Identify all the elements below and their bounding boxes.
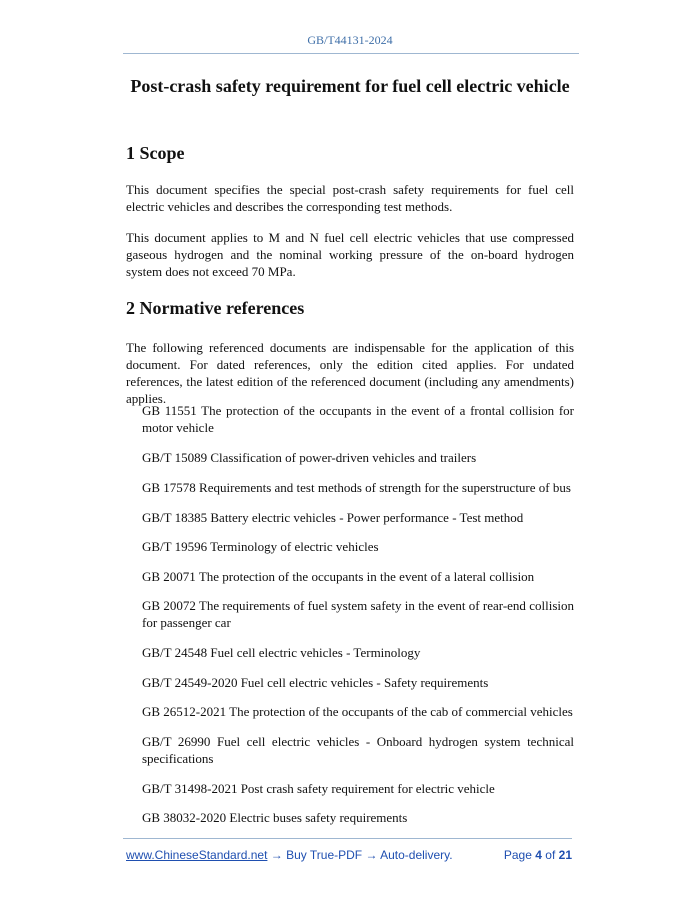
header-divider [123, 53, 579, 54]
page-of-label: of [545, 848, 556, 862]
purchase-promo-text: → Buy True-PDF → Auto-delivery. [267, 848, 453, 862]
page-footer [126, 848, 572, 862]
document-number-header: GB/T44131-2024 [307, 33, 393, 47]
scope-paragraph-2: This document applies to M and N fuel cell electric vehicles that use compressed gaseous hydrogen and the nominal working pressure of the on-board hydrogen system does not exceed 70 MPa. [126, 230, 574, 279]
reference-item: GB/T 31498-2021 Post crash safety requirement for electric vehicle [142, 781, 495, 796]
page-indicator [504, 848, 572, 862]
page-label: Page [503, 848, 532, 862]
website-link[interactable]: www.ChineseStandard.net [126, 848, 268, 862]
section-heading-scope: 1 Scope [126, 143, 185, 163]
reference-item: GB 38032-2020 Electric buses safety requirements [142, 810, 408, 825]
reference-item: GB/T 19596 Terminology of electric vehicles [142, 539, 379, 554]
section-heading-normative-references: 2 Normative references [126, 298, 305, 318]
scope-paragraph-1: This document specifies the special post-crash safety requirements for fuel cell electric vehicles and describes the corresponding test methods. [126, 182, 574, 214]
references-intro-paragraph: The following referenced documents are indispensable for the application of this document. For dated references, only the edition cited applies. For undated references, the latest edition of the referenced document (including any amendments) applies. [126, 340, 574, 406]
reference-item: GB/T 26990 Fuel cell electric vehicles - Onboard hydrogen system technical specifications [142, 734, 574, 766]
reference-item: GB 11551 The protection of the occupants in the event of a frontal collision for motor vehicle [142, 403, 574, 435]
reference-item: GB/T 24549-2020 Fuel cell electric vehicles - Safety requirements [142, 675, 489, 690]
reference-item: GB 20072 The requirements of fuel system safety in the event of rear-end collision for passenger car [142, 598, 574, 630]
reference-item: GB 20071 The protection of the occupants in the event of a lateral collision [142, 569, 535, 584]
reference-item: GB/T 15089 Classification of power-driven vehicles and trailers [142, 450, 477, 465]
reference-item: GB 26512-2021 The protection of the occupants of the cab of commercial vehicles [142, 704, 573, 719]
document-title: Post-crash safety requirement for fuel cell electric vehicle [130, 76, 570, 96]
page-total: 21 [558, 848, 572, 862]
reference-item: GB/T 18385 Battery electric vehicles - Power performance - Test method [142, 510, 524, 525]
reference-item: GB 17578 Requirements and test methods of strength for the superstructure of bus [142, 480, 571, 495]
footer-divider [123, 838, 572, 839]
page-current: 4 [535, 848, 542, 862]
reference-item: GB/T 24548 Fuel cell electric vehicles - Terminology [142, 645, 421, 660]
